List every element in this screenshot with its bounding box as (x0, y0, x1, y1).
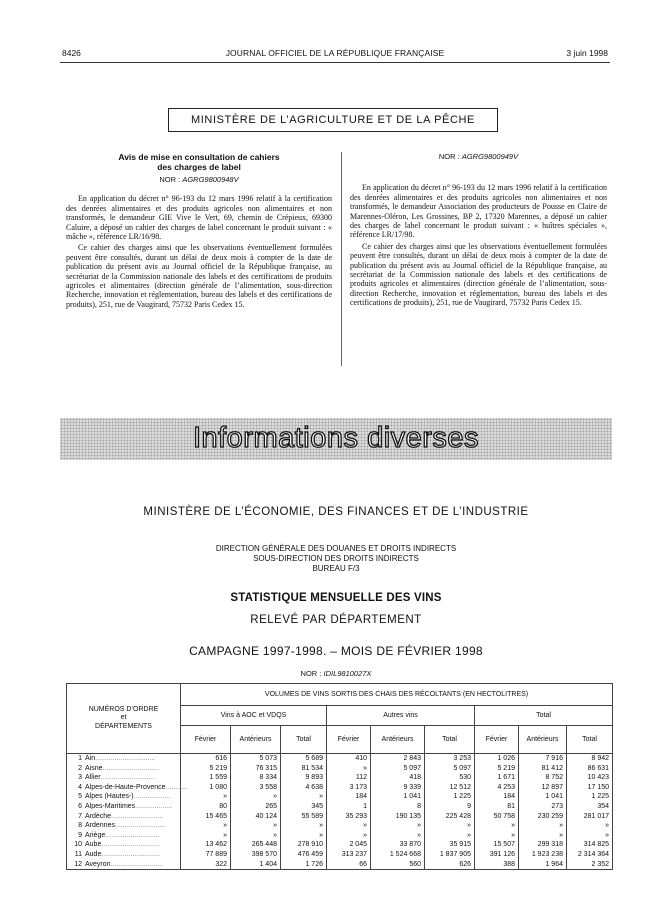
department-cell (67, 831, 181, 841)
value-cell: 190 135 (371, 812, 425, 822)
value-cell: » (281, 821, 327, 831)
department-number: 4 (78, 783, 82, 791)
header-rule (60, 62, 610, 63)
leader-dots: .............................. (101, 841, 160, 849)
leader-dots: ........................... (110, 860, 164, 868)
department-number: 1 (78, 755, 82, 762)
value-cell: 4 253 (475, 783, 519, 793)
department-name: Alpes (Hautes-) (85, 793, 134, 801)
value-cell: 1 837 905 (425, 850, 475, 860)
value-cell: 2 045 (327, 840, 371, 850)
value-cell: 7 916 (519, 754, 567, 764)
value-cell: 10 423 (567, 773, 613, 783)
department-number: 8 (78, 822, 82, 830)
department-cell (67, 821, 181, 831)
department-cell (67, 783, 187, 793)
table-row (67, 840, 613, 850)
value-cell: 5 073 (231, 754, 281, 764)
direction-line-1: DIRECTION GÉNÉRALE DES DOUANES ET DROITS INDIRECTS (215, 544, 457, 553)
value-cell: » (519, 821, 567, 831)
nor-code: AGRG9800948V (182, 175, 239, 184)
avis-title-line1: Avis de mise en consultation de cahiers (118, 152, 280, 162)
col-header-anterieurs: Antérieurs (231, 726, 281, 754)
department-number: 12 (74, 860, 82, 868)
value-cell: 81 (475, 802, 519, 812)
value-cell: 8 942 (567, 754, 613, 764)
value-cell: 314 825 (567, 840, 613, 850)
department-name: Ardennes (85, 822, 115, 830)
value-cell: » (281, 831, 327, 841)
leader-dots: ................... (133, 793, 171, 801)
value-cell: 3 558 (231, 783, 281, 793)
department-number: 11 (74, 850, 82, 858)
value-cell: 616 (181, 754, 231, 764)
department-number: 5 (78, 793, 82, 801)
department-name: Allier (85, 774, 101, 782)
value-cell: 5 219 (475, 764, 519, 774)
value-cell: 35 915 (425, 840, 475, 850)
value-cell: 1 559 (181, 773, 231, 783)
group-header-total: Total (475, 706, 613, 726)
department-number: 6 (78, 802, 82, 810)
department-name: Ardèche (85, 812, 112, 820)
value-cell: 281 017 (567, 812, 613, 822)
table-row (67, 812, 613, 822)
department-cell (67, 773, 181, 783)
value-cell: 1 524 668 (371, 850, 425, 860)
section-banner-title: Informations diverses (192, 422, 480, 454)
table-row (67, 792, 613, 802)
value-cell: 3 253 (425, 754, 475, 764)
department-name: Aisne (85, 764, 103, 772)
table-row (67, 764, 613, 774)
table-body (67, 754, 613, 870)
value-cell: 81 412 (519, 764, 567, 774)
value-cell: 2 314 364 (567, 850, 613, 860)
value-cell: 1 041 (519, 792, 567, 802)
department-name: Ain (85, 755, 96, 762)
department-name: Aude (85, 850, 102, 858)
col-header-fevrier: Février (181, 726, 231, 754)
department-name: Alpes-Maritimes (85, 802, 136, 810)
department-cell (67, 764, 181, 774)
value-cell: 33 870 (371, 840, 425, 850)
col-header-total: Total (567, 726, 613, 754)
value-cell: 1 026 (475, 754, 519, 764)
right-article (350, 152, 607, 310)
department-cell (67, 812, 181, 822)
col-header-fevrier: Février (475, 726, 519, 754)
value-cell: 80 (181, 802, 231, 812)
col-header-anterieurs: Antérieurs (371, 726, 425, 754)
col-header-anterieurs: Antérieurs (519, 726, 567, 754)
nor-prefix: NOR : (300, 669, 322, 678)
direction-line-3: BUREAU F/3 (312, 564, 360, 573)
department-cell (67, 792, 181, 802)
department-cell (67, 840, 181, 850)
value-cell: 530 (425, 773, 475, 783)
table-row (67, 754, 613, 764)
value-cell: 1 923 238 (519, 850, 567, 860)
leader-dots: ............................ (105, 831, 160, 839)
volume-header: VOLUMES DE VINS SORTIS DES CHAIS DES RÉCOLTANTS (EN HECTOLITRES) (181, 684, 613, 706)
table-row (67, 860, 613, 870)
value-cell: 66 (327, 860, 371, 870)
table-row (67, 802, 613, 812)
dept-header-line1: NUMÉROS D’ORDRE (88, 705, 159, 713)
journal-title: JOURNAL OFFICIEL DE LA RÉPUBLIQUE FRANÇAISE (225, 48, 445, 58)
table-row (67, 783, 613, 793)
leader-dots: .............................. (101, 850, 160, 858)
value-cell: 35 293 (327, 812, 371, 822)
value-cell: 8 334 (231, 773, 281, 783)
group-header-aoc: Vins à AOC et VDQS (181, 706, 327, 726)
value-cell: » (327, 831, 371, 841)
department-cell (67, 850, 181, 860)
nor-prefix: NOR : (438, 152, 460, 161)
ministry-agriculture-box: MINISTÈRE DE L’AGRICULTURE ET DE LA PÊCHE (168, 108, 498, 132)
table-row (67, 773, 613, 783)
col-header-total: Total (425, 726, 475, 754)
nor-reference-table (60, 669, 612, 678)
statistics-title: STATISTIQUE MENSUELLE DES VINS (230, 592, 442, 604)
value-cell: 40 124 (231, 812, 281, 822)
value-cell: 476 459 (281, 850, 327, 860)
leader-dots: ........... (165, 783, 187, 791)
department-name: Aube (85, 841, 102, 849)
department-cell (67, 860, 181, 870)
direction-line-2: SOUS-DIRECTION DES DROITS INDIRECTS (253, 554, 419, 563)
department-number: 2 (78, 764, 82, 772)
right-paragraph-2: Ce cahier des charges ainsi que les observations éventuellement formulées peuvent être consultés, durant un délai de deux mois à compter de la date de publication du présent avis au Journal officiel de la République française, au secrétariat de la Commission nationale des labels et des certifications de produits agricoles et alimentaires (direction générale de l’alimentation, sous-direction Recherche, innovation et réglementation, bureau des labels et des certifications de produits), 251, rue de Vaugirard, 75732 Paris Cedex 15. (350, 241, 607, 308)
value-cell: 1 404 (231, 860, 281, 870)
value-cell: 1 225 (567, 792, 613, 802)
value-cell: » (327, 764, 371, 774)
avis-title (66, 152, 332, 172)
value-cell: » (181, 821, 231, 831)
value-cell: 9 (425, 802, 475, 812)
value-cell: 1 041 (371, 792, 425, 802)
value-cell: 1 080 (181, 783, 231, 793)
department-number: 7 (78, 812, 82, 820)
value-cell: 1 964 (519, 860, 567, 870)
wine-statistics-table (66, 683, 613, 870)
departments-column-header (67, 684, 181, 754)
campaign-heading: CAMPAGNE 1997-1998. – MOIS DE FÉVRIER 1998 (189, 644, 483, 658)
nor-prefix: NOR : (159, 175, 181, 184)
value-cell: 410 (327, 754, 371, 764)
value-cell: » (327, 821, 371, 831)
value-cell: 273 (519, 802, 567, 812)
value-cell: 313 237 (327, 850, 371, 860)
department-name: Ariège (85, 831, 106, 839)
value-cell: 1 (327, 802, 371, 812)
value-cell: 184 (475, 792, 519, 802)
value-cell: 5 097 (425, 764, 475, 774)
value-cell: » (425, 831, 475, 841)
value-cell: 112 (327, 773, 371, 783)
value-cell: » (425, 821, 475, 831)
value-cell: 12 897 (519, 783, 567, 793)
value-cell: » (519, 831, 567, 841)
value-cell: » (371, 831, 425, 841)
nor-reference-left (66, 175, 332, 184)
value-cell: » (475, 831, 519, 841)
left-paragraph-2: Ce cahier des charges ainsi que les observations éventuellement formulées peuvent être consultés, durant un délai de deux mois à compter de la date de publication du présent avis au Journal officiel de la République française, au secrétariat de la Commission nationale des labels et des certifications de produits agricoles et alimentaires (direction générale de l’alimentation, sous-direction Recherche, innovation et réglementation, bureau des labels et des certifications de produits), 251, rue de Vaugirard, 75732 Paris Cedex 15. (66, 243, 332, 309)
direction-block (60, 544, 612, 574)
value-cell: 230 259 (519, 812, 567, 822)
nor-code: IDIL9810027X (323, 669, 372, 678)
leader-dots: ........................... (111, 812, 164, 820)
value-cell: 225 428 (425, 812, 475, 822)
value-cell: 1 225 (425, 792, 475, 802)
col-header-total: Total (281, 726, 327, 754)
value-cell: 265 (231, 802, 281, 812)
value-cell: 418 (371, 773, 425, 783)
value-cell: » (371, 821, 425, 831)
value-cell: 1 726 (281, 860, 327, 870)
table-row (67, 831, 613, 841)
value-cell: 4 638 (281, 783, 327, 793)
value-cell: 50 758 (475, 812, 519, 822)
department-name: Alpes-de-Haute-Provence (85, 783, 166, 791)
value-cell: » (181, 792, 231, 802)
value-cell: 13 462 (181, 840, 231, 850)
value-cell: 5 097 (371, 764, 425, 774)
nor-reference-right (350, 152, 607, 161)
value-cell: » (231, 821, 281, 831)
value-cell: » (567, 831, 613, 841)
value-cell: 8 (371, 802, 425, 812)
value-cell: » (231, 831, 281, 841)
leader-dots: ............................... (95, 755, 156, 762)
value-cell: 278 910 (281, 840, 327, 850)
value-cell: 391 126 (475, 850, 519, 860)
value-cell: 15 465 (181, 812, 231, 822)
value-cell: 5 689 (281, 754, 327, 764)
value-cell: 2 843 (371, 754, 425, 764)
left-paragraph-1: En application du décret n° 96-193 du 12 mars 1996 relatif à la certification des denrées alimentaires et des produits agricoles non alimentaires et non transformés, le demandeur GIE Vive le Vert, 69, chemin de Crépieux, 69300 Caluire, a déposé un cahier des charges de label concernant le produit suivant : « mâche », référence LR/16/98. (66, 194, 332, 242)
right-paragraph-1: En application du décret n° 96-193 du 12 mars 1996 relatif à la certification des denrées alimentaires et des produits agricoles non alimentaires et non transformés, le demandeur Association des producteurs de Pousse en Claire de Marennes-Oléron, Les Grossines, BP 2, 17320 Marennes, a déposé un cahier des charges de label concernant le produit suivant : « huîtres spéciales », référence LR/17/98. (350, 183, 607, 240)
value-cell: 398 570 (231, 850, 281, 860)
left-article (66, 152, 332, 311)
value-cell: 265 448 (231, 840, 281, 850)
dept-header-line3: DÉPARTEMENTS (95, 722, 152, 730)
value-cell: 560 (371, 860, 425, 870)
value-cell: » (181, 831, 231, 841)
page-number: 8426 (62, 48, 81, 58)
value-cell: 9 339 (371, 783, 425, 793)
value-cell: 8 752 (519, 773, 567, 783)
ministry-economy-heading: MINISTÈRE DE L’ÉCONOMIE, DES FINANCES ET DE L’INDUSTRIE (143, 506, 529, 518)
wine-statistics-table-wrap (66, 683, 612, 870)
page-header (62, 48, 608, 62)
dept-header-line2: et (120, 714, 127, 722)
table-row (67, 821, 613, 831)
avis-title-line2: des charges de label (157, 162, 241, 172)
issue-date: 3 juin 1998 (566, 48, 608, 58)
value-cell: 17 150 (567, 783, 613, 793)
column-divider (341, 152, 342, 366)
leader-dots: ................... (135, 802, 173, 810)
value-cell: 9 893 (281, 773, 327, 783)
leader-dots: .......................... (114, 822, 166, 830)
value-cell: 3 173 (327, 783, 371, 793)
leader-dots: ............................ (100, 774, 155, 782)
department-cell (67, 802, 181, 812)
department-cell (67, 754, 181, 764)
value-cell: 81 534 (281, 764, 327, 774)
value-cell: 76 315 (231, 764, 281, 774)
value-cell: » (567, 821, 613, 831)
col-header-fevrier: Février (327, 726, 371, 754)
value-cell: 354 (567, 802, 613, 812)
value-cell: 55 589 (281, 812, 327, 822)
value-cell: 626 (425, 860, 475, 870)
value-cell: 15 507 (475, 840, 519, 850)
leader-dots: ............................. (102, 764, 159, 772)
statistics-subtitle: RELEVÉ PAR DÉPARTEMENT (250, 614, 422, 626)
department-number: 10 (74, 841, 82, 849)
value-cell: 2 352 (567, 860, 613, 870)
value-cell: » (281, 792, 327, 802)
nor-code: AGRG9800949V (461, 152, 519, 161)
table-row (67, 850, 613, 860)
value-cell: 184 (327, 792, 371, 802)
value-cell: 77 889 (181, 850, 231, 860)
value-cell: 86 631 (567, 764, 613, 774)
department-number: 3 (78, 774, 82, 782)
value-cell: 345 (281, 802, 327, 812)
department-name: Aveyron (85, 860, 111, 868)
value-cell: 322 (181, 860, 231, 870)
value-cell: 12 512 (425, 783, 475, 793)
value-cell: 1 671 (475, 773, 519, 783)
value-cell: 5 219 (181, 764, 231, 774)
value-cell: » (475, 821, 519, 831)
value-cell: 299 318 (519, 840, 567, 850)
group-header-autres: Autres vins (327, 706, 475, 726)
value-cell: 388 (475, 860, 519, 870)
department-number: 9 (78, 831, 82, 839)
value-cell: » (231, 792, 281, 802)
